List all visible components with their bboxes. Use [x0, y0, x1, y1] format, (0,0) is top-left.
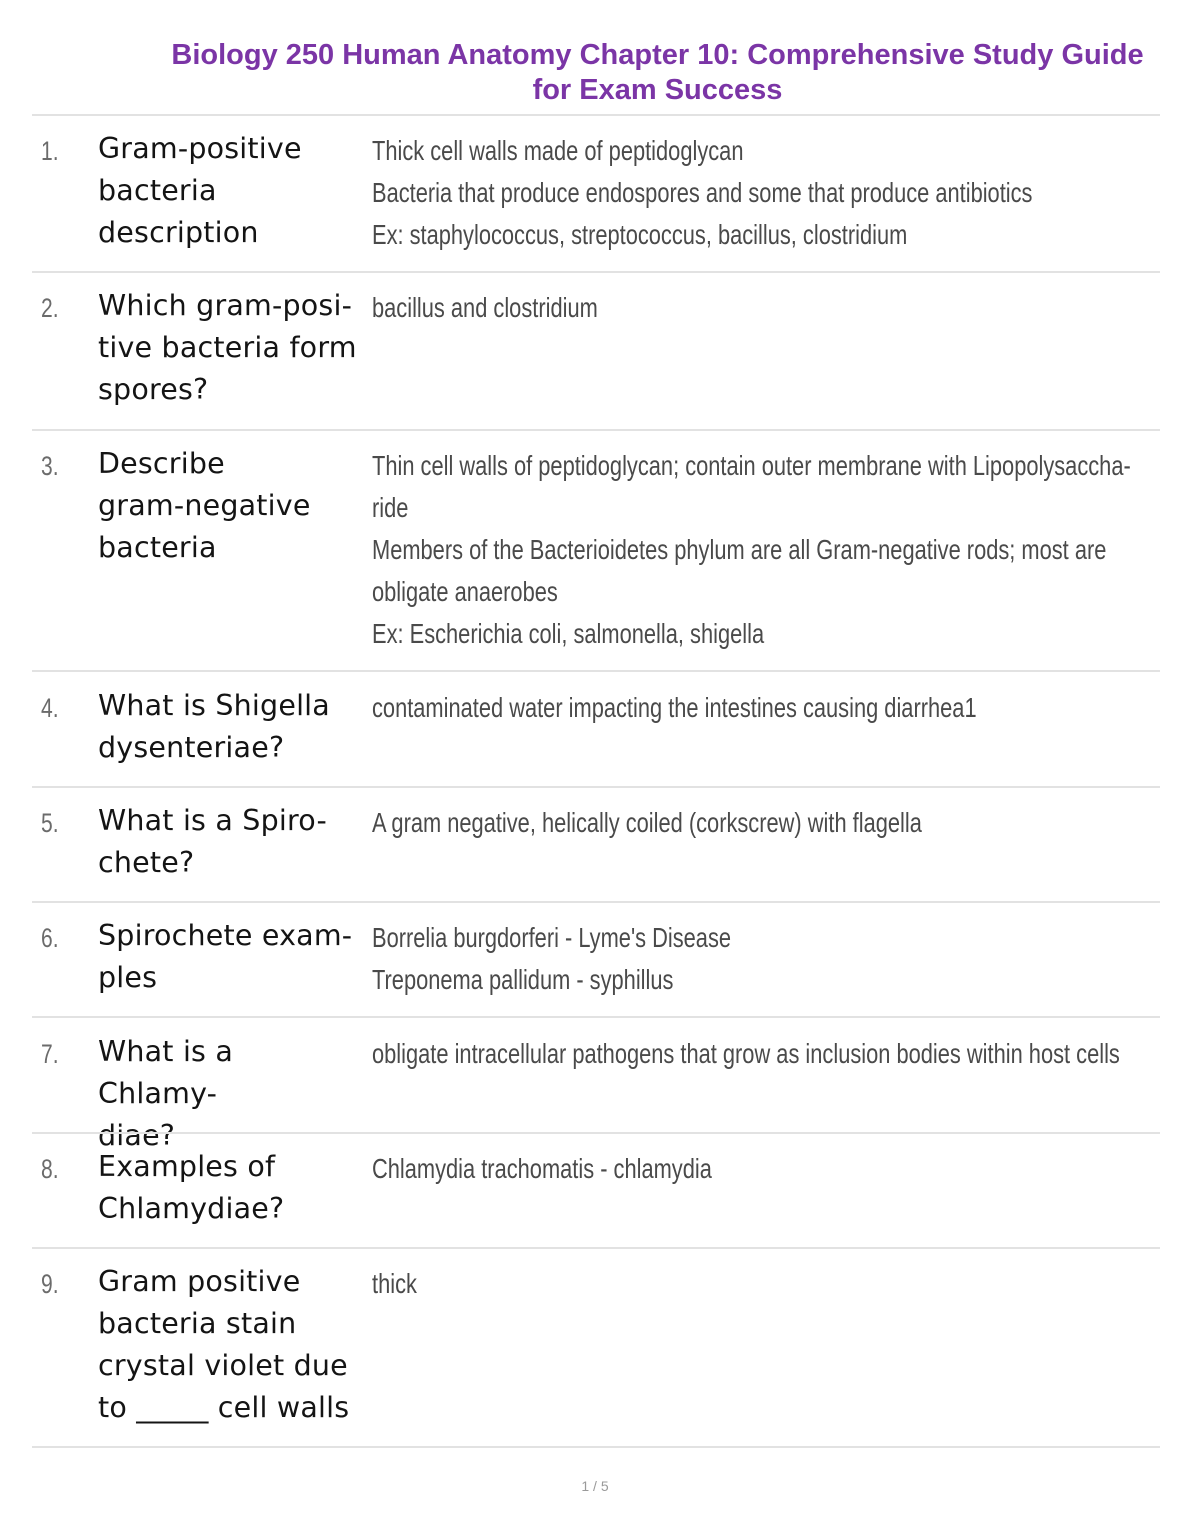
- definition-line: bacillus and clostridium: [372, 292, 598, 323]
- definition-line: thick: [372, 1268, 417, 1299]
- document-title-line-1: Biology 250 Human Anatomy Chapter 10: Comprehensive Study Guide: [171, 39, 1144, 71]
- definition-line: contaminated water impacting the intestines causing diarrhea1: [372, 692, 977, 723]
- card-definition: [372, 802, 1152, 844]
- definition-line: ride: [372, 492, 409, 523]
- card-number: 6.: [41, 923, 59, 953]
- card-definition: [372, 917, 1152, 1001]
- divider: [32, 901, 1160, 903]
- card-term: What is a Spiro- chete?: [98, 804, 327, 879]
- definition-line: Members of the Bacterioidetes phylum are all Gram-negative rods; most are: [372, 534, 1107, 565]
- card-definition: [372, 287, 1152, 329]
- card-term: Spirochete exam- ples: [98, 919, 353, 994]
- divider: [32, 1446, 1160, 1448]
- definition-line: Thin cell walls of peptidoglycan; contain outer membrane with Lipopolysaccha-: [372, 450, 1131, 481]
- definition-line: Bacteria that produce endospores and some that produce antibiotics: [372, 177, 1033, 208]
- definition-line: Ex: staphylococcus, streptococcus, bacillus, clostridium: [372, 219, 908, 250]
- divider: [32, 786, 1160, 788]
- divider: [32, 429, 1160, 431]
- definition-line: Thick cell walls made of peptidoglycan: [372, 135, 744, 166]
- card-definition: [372, 130, 1152, 256]
- card-number: 3.: [41, 451, 59, 481]
- document-title: [120, 38, 1190, 108]
- page-indicator: 1 / 5: [581, 1478, 609, 1494]
- definition-line: obligate intracellular pathogens that grow as inclusion bodies within host cells: [372, 1038, 1120, 1069]
- divider: [32, 1132, 1160, 1134]
- card-number: 4.: [41, 693, 59, 723]
- definition-line: Borrelia burgdorferi - Lyme's Disease: [372, 922, 732, 953]
- card-definition: [372, 1033, 1152, 1075]
- card-number: 8.: [41, 1154, 59, 1184]
- card-term: Describe gram-negative bacteria: [98, 447, 311, 564]
- definition-line: Treponema pallidum - syphillus: [372, 964, 674, 995]
- card-term: Examples of Chlamydiae?: [98, 1150, 285, 1225]
- divider: [32, 1247, 1160, 1249]
- card-number: 9.: [41, 1269, 59, 1299]
- card-number: 5.: [41, 808, 59, 838]
- card-term: What is Shigella dysenteriae?: [98, 689, 330, 764]
- card-definition: [372, 687, 1152, 729]
- divider: [32, 271, 1160, 273]
- card-term: Gram positive bacteria stain crystal violet due to _____ cell walls: [98, 1265, 350, 1424]
- card-definition: [372, 1263, 1152, 1305]
- card-number: 7.: [41, 1039, 59, 1069]
- divider: [32, 1016, 1160, 1018]
- divider: [32, 670, 1160, 672]
- divider: [32, 114, 1160, 116]
- card-number: 2.: [41, 293, 59, 323]
- document-title-line-2: for Exam Success: [532, 74, 783, 106]
- card-term: Which gram-posi- tive bacteria form spores?: [98, 289, 357, 406]
- card-term: Gram-positive bacteria description: [98, 132, 302, 249]
- definition-line: obligate anaerobes: [372, 576, 558, 607]
- card-definition: [372, 1148, 1152, 1190]
- definition-line: Ex: Escherichia coli, salmonella, shigella: [372, 618, 765, 649]
- card-term: What is a Chlamy- diae?: [98, 1035, 234, 1152]
- card-number: 1.: [41, 136, 59, 166]
- definition-line: Chlamydia trachomatis - chlamydia: [372, 1153, 712, 1184]
- definition-line: A gram negative, helically coiled (corkscrew) with flagella: [372, 807, 922, 838]
- card-definition: [372, 445, 1152, 655]
